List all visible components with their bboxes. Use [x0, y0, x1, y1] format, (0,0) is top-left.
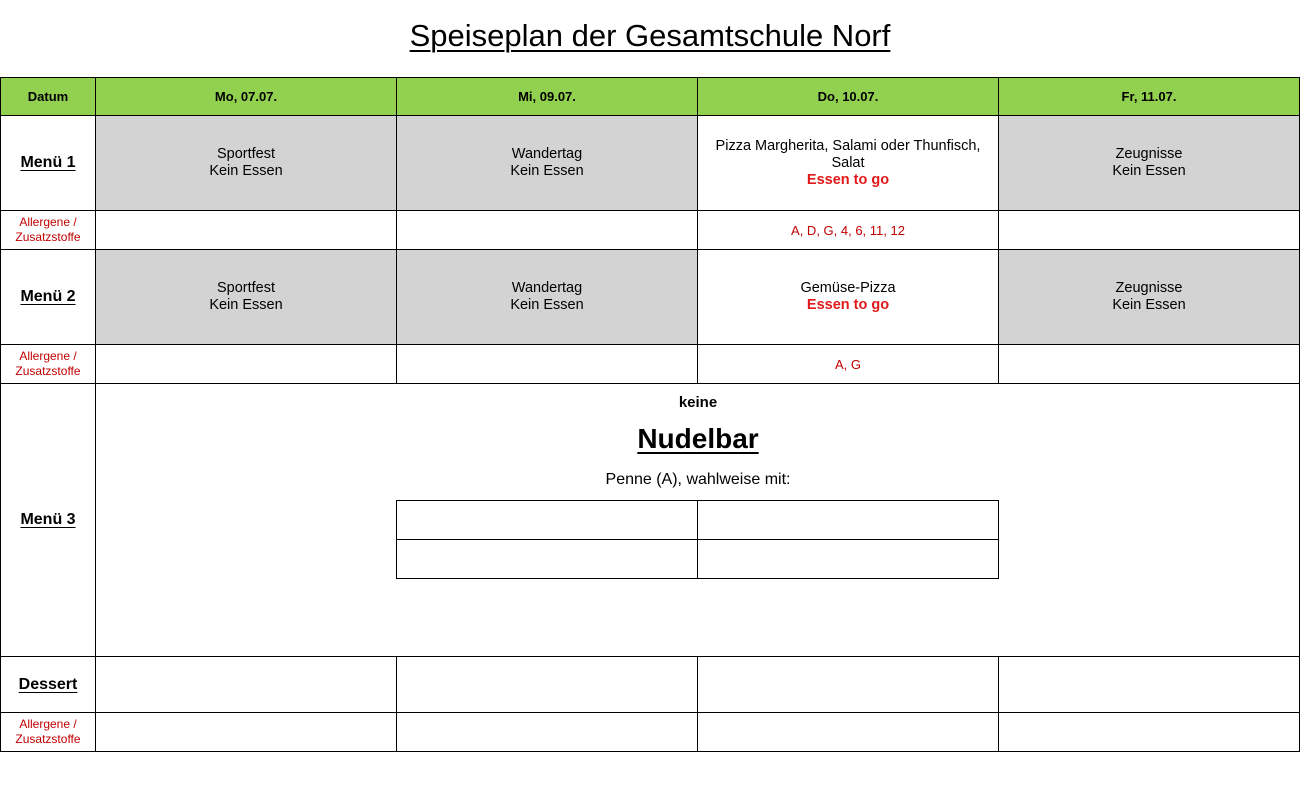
menu2-do-cell: [697, 249, 999, 345]
menu1-mo-cell: [95, 115, 397, 211]
menu1-do-allergens: A, D, G, 4, 6, 11, 12: [697, 210, 999, 250]
allergen-label-menu1: [0, 210, 96, 250]
row-label-menu2: [0, 249, 96, 345]
menu2-fr-cell: [998, 249, 1300, 345]
menu1-fr-line1: Zeugnisse: [1115, 146, 1183, 162]
menu1-mi-cell: [396, 115, 698, 211]
dessert-do-cell: [697, 656, 999, 713]
menu1-mi-allergens: [396, 210, 698, 250]
menu2-mi-line2: Kein Essen: [510, 297, 584, 313]
menu1-fr-allergens: [998, 210, 1300, 250]
menu1-do-cell: [697, 115, 999, 211]
header-day-mo: Mo, 07.07.: [95, 77, 397, 116]
allergen-label-dessert: [0, 712, 96, 752]
menu1-do-togo: Essen to go: [806, 171, 890, 188]
dessert-fr-cell: [998, 656, 1300, 713]
menu1-mo-line1: Sportfest: [216, 146, 276, 162]
row-label-dessert: [0, 656, 96, 713]
menu1-mo-line2: Kein Essen: [209, 163, 283, 179]
header-day-fr: Fr, 11.07.: [998, 77, 1300, 116]
menu3-name: Nudelbar: [637, 423, 759, 454]
menu2-do-line1: Gemüse-Pizza: [800, 280, 896, 296]
menu1-mi-line2: Kein Essen: [510, 163, 584, 179]
header-day-do: Do, 10.07.: [697, 77, 999, 116]
dessert-label: Dessert: [18, 675, 78, 693]
menu2-fr-allergens: [998, 344, 1300, 384]
dessert-mi-cell: [396, 656, 698, 713]
menu1-fr-cell: [998, 115, 1300, 211]
allergen-label-line1: Allergene /: [19, 717, 77, 731]
allergen-label-line2: Zusatzstoffe: [15, 732, 81, 746]
menu2-fr-line2: Kein Essen: [1112, 297, 1186, 313]
menu2-mo-line2: Kein Essen: [209, 297, 283, 313]
allergen-label-line1: Allergene /: [19, 349, 77, 363]
row-label-menu3: [0, 383, 96, 657]
dessert-mo-cell: [95, 656, 397, 713]
dessert-do-allergens: [697, 712, 999, 752]
menu2-mi-line1: Wandertag: [511, 280, 583, 296]
menu1-do-line1: Pizza Margherita, Salami oder Thunfisch,: [715, 137, 981, 154]
menu3-option-box: [697, 539, 999, 579]
header-datum: Datum: [0, 77, 96, 116]
allergen-label-line1: Allergene /: [19, 215, 77, 229]
menu3-option-box: [697, 500, 999, 540]
menu3-label: Menü 3: [20, 511, 76, 528]
menu3-option-box: [396, 539, 698, 579]
menu2-label: Menü 2: [20, 288, 76, 305]
menu2-mo-line1: Sportfest: [216, 280, 276, 296]
menu3-description: Penne (A), wahlweise mit:: [605, 471, 791, 488]
menu3-option-box: [396, 500, 698, 540]
menu1-mo-allergens: [95, 210, 397, 250]
dessert-fr-allergens: [998, 712, 1300, 752]
menu2-mi-cell: [396, 249, 698, 345]
allergen-label-menu2: [0, 344, 96, 384]
dessert-mo-allergens: [95, 712, 397, 752]
menu1-label: Menü 1: [20, 154, 76, 171]
page-title: Speiseplan der Gesamtschule Norf: [409, 18, 891, 53]
menu2-do-togo: Essen to go: [806, 297, 890, 313]
header-day-mi: Mi, 09.07.: [396, 77, 698, 116]
row-label-menu1: [0, 115, 96, 211]
allergen-label-line2: Zusatzstoffe: [15, 364, 81, 378]
menu2-fr-line1: Zeugnisse: [1115, 280, 1183, 296]
menu2-mo-allergens: [95, 344, 397, 384]
allergen-label-line2: Zusatzstoffe: [15, 230, 81, 244]
menu2-mo-cell: [95, 249, 397, 345]
menu1-do-line2: Salat: [831, 154, 865, 171]
menu2-mi-allergens: [396, 344, 698, 384]
menu2-do-allergens: A, G: [697, 344, 999, 384]
menu3-keine: keine: [678, 394, 718, 411]
dessert-mi-allergens: [396, 712, 698, 752]
menu1-fr-line2: Kein Essen: [1112, 163, 1186, 179]
menu1-mi-line1: Wandertag: [511, 146, 583, 162]
